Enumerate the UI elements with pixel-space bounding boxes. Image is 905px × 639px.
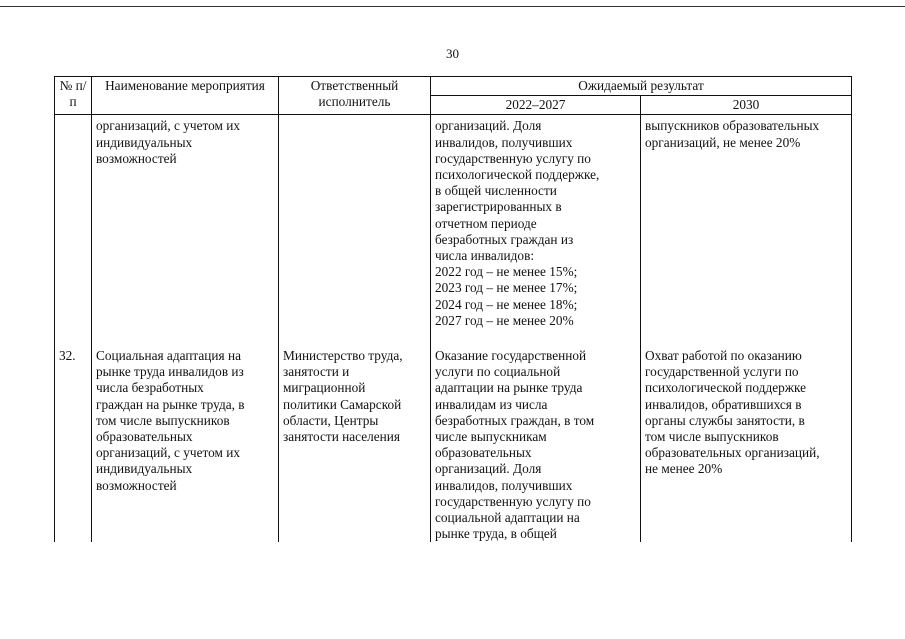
text-line: миграционной <box>283 380 366 396</box>
text-line: занятости и <box>283 364 350 380</box>
text-line: органы службы занятости, в <box>645 412 805 428</box>
top-rule <box>0 6 905 7</box>
text-line: выпускников образовательных <box>645 118 820 134</box>
text-line: инвалидов, обратившихся в <box>645 396 802 412</box>
text-line: организаций, не менее 20% <box>645 134 801 150</box>
text-line: 2023 год – не менее 17%; <box>435 280 578 296</box>
text-line: безработных граждан из <box>435 231 574 247</box>
header-period-2030: 2030 <box>641 96 852 115</box>
text-line: государственной услуги по <box>645 364 799 380</box>
row-name <box>92 347 279 542</box>
page-number: 30 <box>446 46 459 61</box>
text-line: Охват работой по оказанию <box>645 348 802 364</box>
row-name <box>92 115 279 347</box>
text-line: Министерство труда, <box>283 348 403 364</box>
text-line: государственную услугу по <box>435 150 591 166</box>
text-line: организаций, с учетом их <box>96 118 241 134</box>
header-executor: Ответственный исполнитель <box>279 77 431 115</box>
measures-table <box>54 76 852 542</box>
text-line: 2024 год – не менее 18%; <box>435 296 578 312</box>
row-result-2030 <box>641 115 852 347</box>
header-period-2022-2027: 2022–2027 <box>431 96 641 115</box>
text-line: рынке труда, в общей <box>435 526 557 542</box>
text-line: организаций. Доля <box>435 118 542 134</box>
text-line: индивидуальных <box>96 461 193 477</box>
text-line: услуги по социальной <box>435 364 561 380</box>
text-line: инвалидов, получивших <box>435 134 573 150</box>
row-executor <box>279 347 431 542</box>
row-result-2030 <box>641 347 852 542</box>
row-num <box>55 115 92 347</box>
table-row <box>55 347 852 542</box>
text-line: числа безработных <box>96 380 204 396</box>
text-line: том числе выпускников <box>645 429 779 445</box>
text-line: отчетном периоде <box>435 215 537 231</box>
text-line: Оказание государственной <box>435 348 587 364</box>
text-line: индивидуальных <box>96 134 193 150</box>
text-line: образовательных <box>435 445 532 461</box>
text-line: инвалидов, получивших <box>435 477 573 493</box>
text-line: образовательных <box>96 429 193 445</box>
text-line: области, Центры <box>283 412 379 428</box>
text-line: политики Самарской <box>283 396 402 412</box>
text-line: психологической поддержке <box>645 380 806 396</box>
text-line: инвалидам из числа <box>435 396 548 412</box>
text-line: рынке труда инвалидов из <box>96 364 244 380</box>
text-line: числа инвалидов: <box>435 248 535 264</box>
text-line: социальной адаптации на <box>435 510 580 526</box>
text-line: числе выпускникам <box>435 429 547 445</box>
text-line: адаптации на рынке труда <box>435 380 583 396</box>
text-line: зарегистрированных в <box>435 199 562 215</box>
text-line: не менее 20% <box>645 461 723 477</box>
text-line: 2022 год – не менее 15%; <box>435 264 578 280</box>
row-executor <box>279 115 431 347</box>
text-line: возможностей <box>96 477 177 493</box>
text-line: возможностей <box>96 150 177 166</box>
header-expected-result: Ожидаемый результат <box>431 77 852 96</box>
text-line: том числе выпускников <box>96 412 230 428</box>
text-line: Социальная адаптация на <box>96 348 241 364</box>
table-row <box>55 115 852 347</box>
text-line: организаций. Доля <box>435 461 542 477</box>
header-num: № п/п <box>55 77 92 115</box>
text-line: занятости населения <box>283 429 401 445</box>
text-line: организаций, с учетом их <box>96 445 241 461</box>
row-num: 32. <box>55 347 92 542</box>
text-line: граждан на рынке труда, в <box>96 396 245 412</box>
text-line: образовательных организаций, <box>645 445 820 461</box>
text-line: в общей численности <box>435 183 557 199</box>
text-line: безработных граждан, в том <box>435 412 595 428</box>
text-line: психологической поддержке, <box>435 167 600 183</box>
row-result-2022-2027 <box>431 115 641 347</box>
text-line: государственную услугу по <box>435 493 591 509</box>
row-result-2022-2027 <box>431 347 641 542</box>
text-line: 2027 год – не менее 20% <box>435 312 574 328</box>
header-name: Наименование мероприятия <box>92 77 279 115</box>
